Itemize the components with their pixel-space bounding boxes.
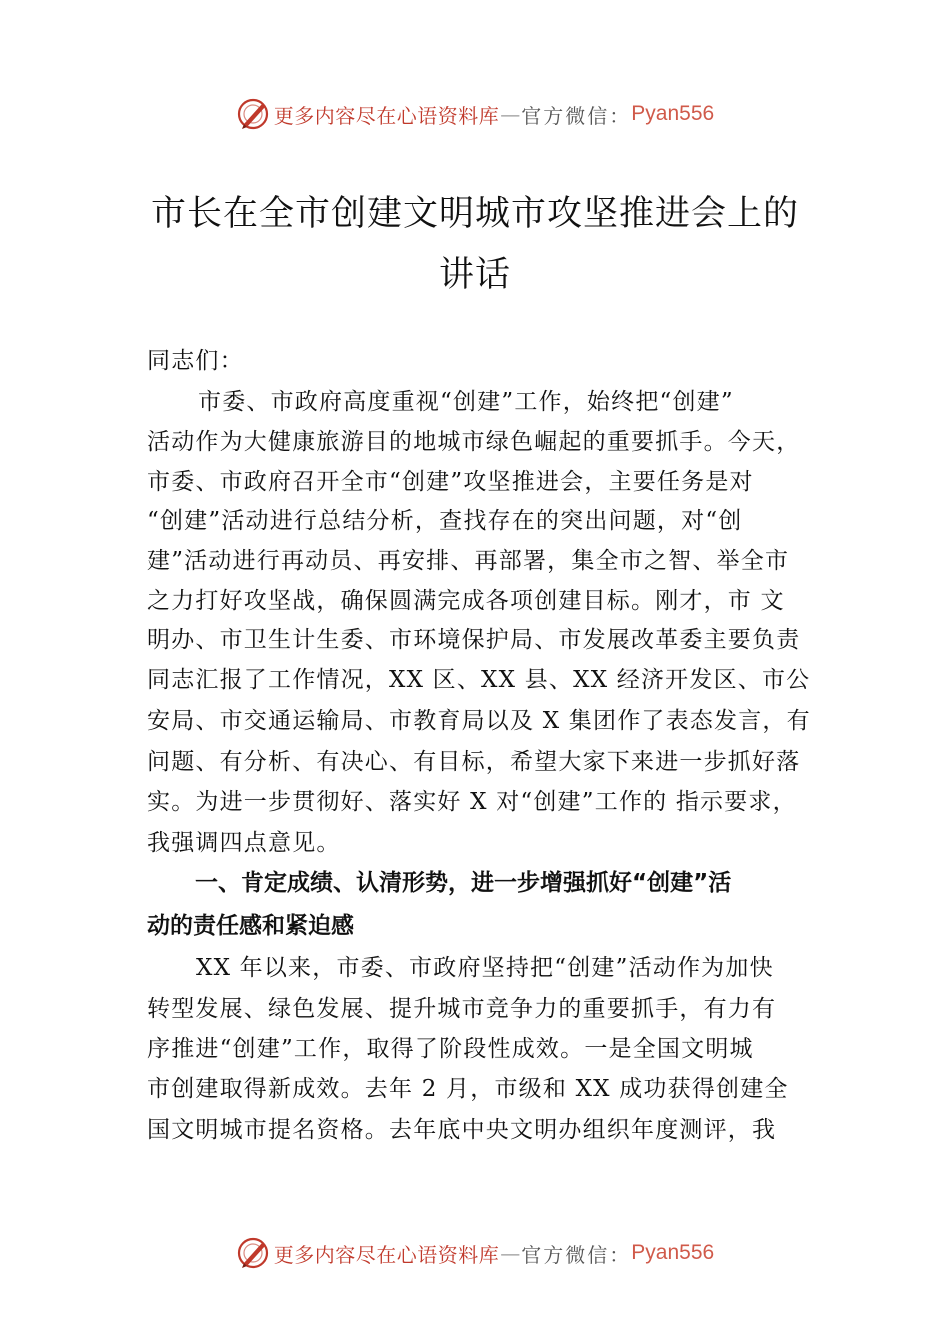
paragraph-line: 问题、有分析、有决心、有目标，希望大家下来进一步抓好落 [147,749,801,775]
pen-logo-icon [236,97,270,131]
paragraph-line: 明办、市卫生计生委、市环境保护局、市发展改革委主要负责 [147,627,801,653]
paragraph-line: 转型发展、绿色发展、提升城市竞争力的重要抓手，有力有 [147,996,777,1022]
paragraph-line: 市创建取得新成效。去年 2 月，市级和 XX 成功获得创建全 [147,1076,789,1102]
watermark-label: 官方微信： [521,1242,632,1267]
pen-logo-icon [236,1236,270,1270]
paragraph-line: 我强调四点意见。 [147,830,341,856]
paragraph-line: 市委、市政府召开全市“创建”攻坚推进会，主要任务是对 [147,469,754,495]
paragraph-line: 建”活动进行再动员、再安排、再部署，集全市之智、举全市 [147,548,790,574]
watermark-footer [0,1236,950,1270]
paragraph-line: 序推进“创建”工作，取得了阶段性成效。一是全国文明城 [147,1036,754,1062]
section-heading-line: 动的责任感和紧迫感 [147,913,354,939]
paragraph-line: 活动作为大健康旅游目的地城市绿色崛起的重要抓手。今天， [147,429,801,455]
document-title-line: 讲话 [438,255,511,295]
paragraph-line: XX 年以来，市委、市政府坚持把“创建”活动作为加快 [196,955,774,981]
watermark-wechat-id: Pyan556 [631,102,715,125]
paragraph-line: “创建”活动进行总结分析，查找存在的突出问题，对“创 [147,508,743,534]
watermark-text: 更多内容尽在心语资料库 [273,103,500,128]
paragraph-line: 国文明城市提名资格。去年底中央文明办组织年度测评，我 [147,1117,777,1143]
paragraph-line: 同志汇报了工作情况，XX 区、XX 县、XX 经济开发区、市公 [147,667,811,693]
paragraph-line: 市委、市政府高度重视“创建”工作，始终把“创建” [198,389,734,415]
salutation: 同志们： [147,348,244,374]
paragraph-line: 之力打好攻坚战，确保圆满完成各项创建目标。刚才，市 文 [147,588,785,614]
watermark-header [0,97,950,131]
paragraph-line: 安局、市交通运输局、市教育局以及 X 集团作了表态发言，有 [147,708,811,734]
watermark-label: 官方微信： [521,103,632,128]
paragraph-line: 实。为进一步贯彻好、落实好 X 对“创建”工作的 指示要求， [147,789,797,815]
section-heading-line: 一、肯定成绩、认清形势，进一步增强抓好“创建”活 [195,870,732,896]
document-title-line: 市长在全市创建文明城市攻坚推进会上的 [150,194,799,234]
watermark-wechat-id: Pyan556 [631,1241,715,1264]
watermark-dash: — [500,1241,521,1265]
watermark-text: 更多内容尽在心语资料库 [273,1242,500,1267]
watermark-dash: — [500,102,521,126]
